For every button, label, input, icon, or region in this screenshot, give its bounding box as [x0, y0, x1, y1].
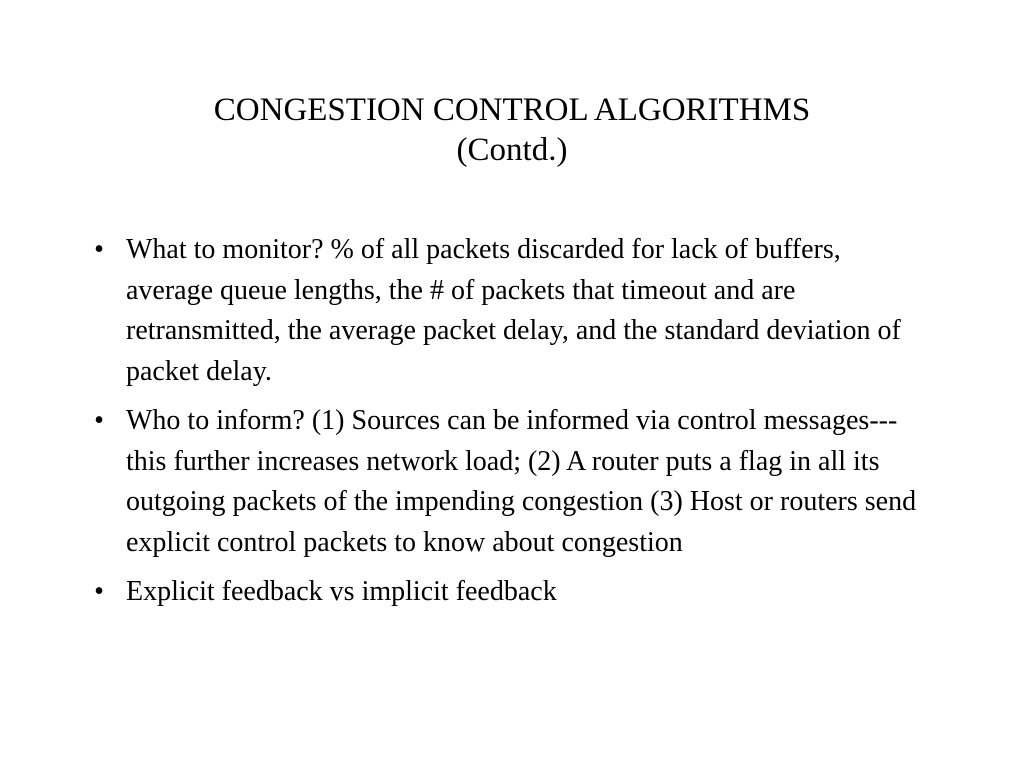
- bullet-dot-icon: •: [94, 234, 104, 265]
- title-line-1: CONGESTION CONTROL ALGORITHMS: [213, 92, 811, 128]
- bullet-text: Who to inform? (1) Sources can be informed via control messages---this further increases network load; (2) A router puts a flag in all its outgoing packets of the impending congestion (3) Host or routers send explicit control packets to know about congestion: [126, 405, 917, 558]
- bullet-dot-icon: •: [94, 576, 104, 607]
- bullet-item-inform: [84, 401, 924, 563]
- slide-title: [80, 90, 944, 170]
- bullet-item-monitor: [84, 230, 924, 392]
- bullet-list: [84, 230, 924, 622]
- title-line-2: (Contd.): [456, 132, 568, 168]
- bullet-text: Explicit feedback vs implicit feedback: [126, 576, 557, 607]
- bullet-text: What to monitor? % of all packets discarded for lack of buffers, average queue lengths, the # of packets that timeout and are retransmitted, the average packet delay, and the standard deviation of packet delay.: [126, 234, 901, 387]
- bullet-item-feedback: [84, 572, 924, 613]
- bullet-dot-icon: •: [94, 405, 104, 436]
